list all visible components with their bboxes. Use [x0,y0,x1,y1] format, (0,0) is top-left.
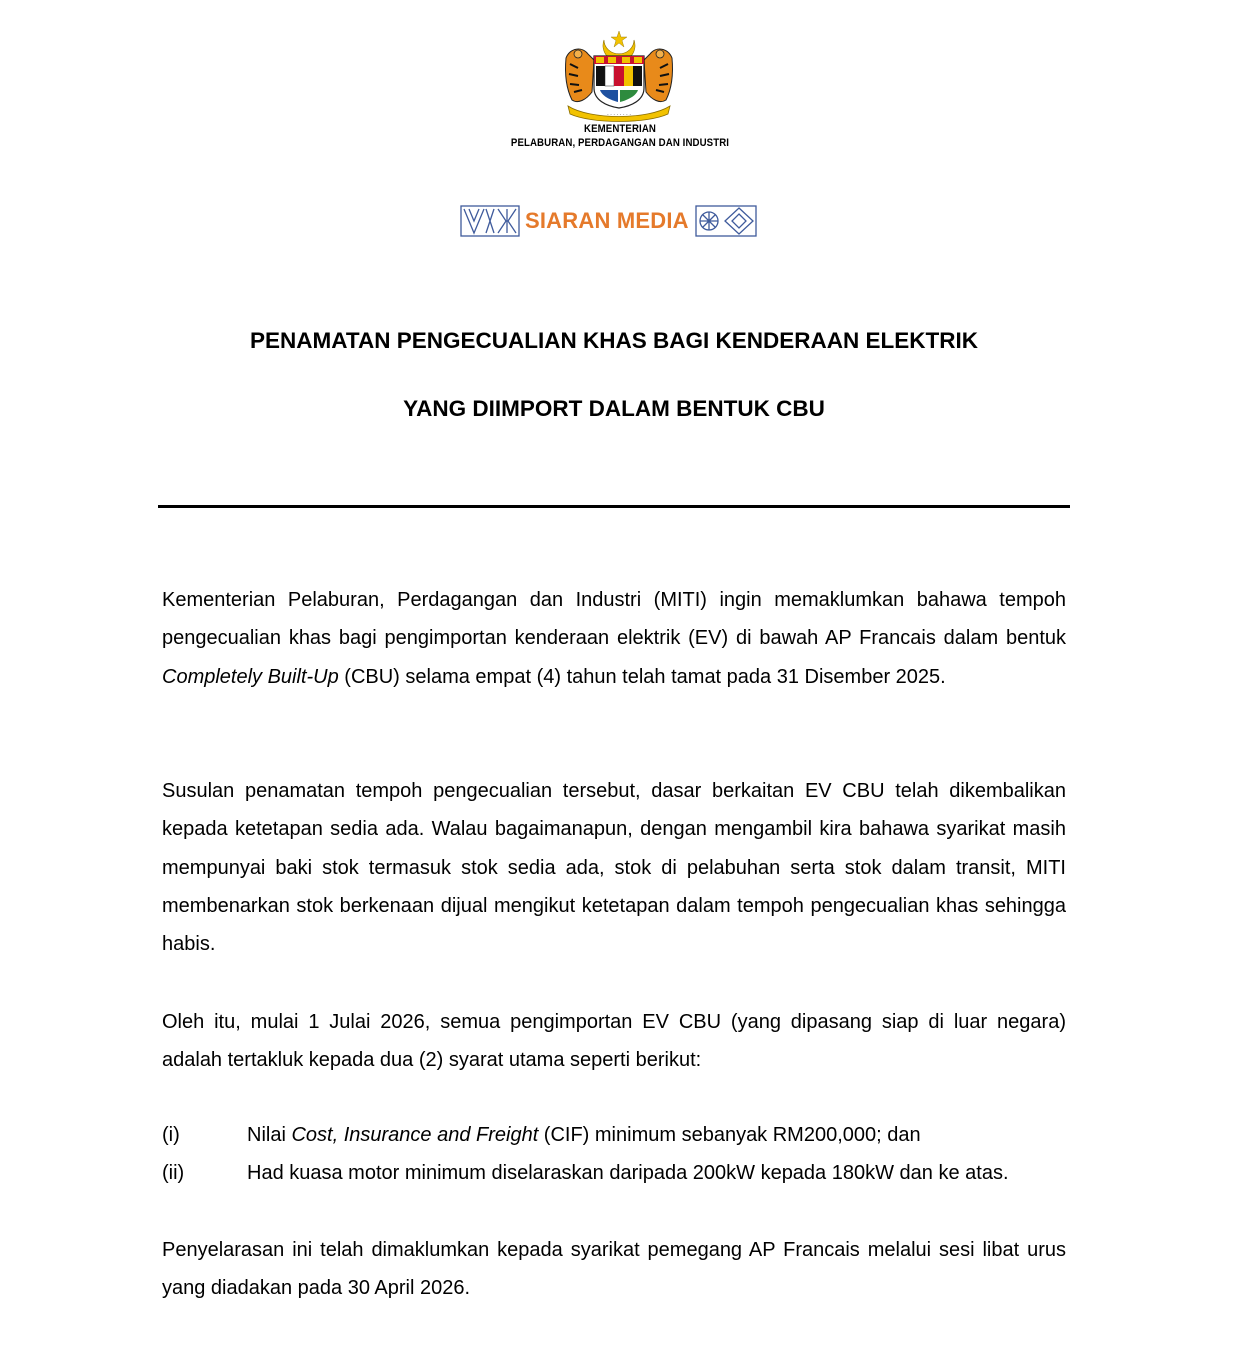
paragraph-4: Penyelarasan ini telah dimaklumkan kepada syarikat pemegang AP Francais melalui sesi libat urus yang diadakan pada 30 April 2026. [162,1239,1066,1300]
songket-ornament-right-icon [695,205,757,237]
list-item-number: (ii) [162,1162,185,1184]
media-release-banner [460,204,772,238]
svg-text:· · · · · · · ·: · · · · · · · · [607,112,631,118]
songket-ornament-left-icon [460,205,520,237]
ministry-line1: KEMENTERIAN [584,123,656,135]
paragraph-1-text-b: (CBU) selama empat (4) tahun telah tamat pada 31 Disember 2025. [338,665,946,688]
list-item-text [247,1116,1068,1154]
list-item-italic: Cost, Insurance and Freight [291,1124,539,1146]
paragraph-3: Oleh itu, mulai 1 Julai 2026, semua pengimportan EV CBU (yang dipasang siap di luar negara) adalah tertakluk kepada dua (2) syarat utama seperti berikut: [162,1011,1066,1072]
list-item-text-a: Nilai [247,1124,292,1146]
title-divider [158,505,1070,508]
document-title-line1: PENAMATAN PENGECUALIAN KHAS BAGI KENDERAAN ELEKTRIK [250,328,978,353]
list-item-number: (i) [162,1124,180,1146]
document-title-line2: YANG DIIMPORT DALAM BENTUK CBU [403,396,825,421]
ministry-name [426,122,813,150]
ministry-line2: PELABURAN, PERDAGANGAN DAN INDUSTRI [510,137,730,149]
media-release-label: SIARAN MEDIA [525,208,689,233]
list-item [162,1116,1068,1154]
list-item [162,1154,1068,1192]
list-item-text [247,1154,1068,1192]
coat-of-arms-emblem [560,30,678,122]
paragraph-1 [162,581,1066,696]
list-item-text-b: (CIF) minimum sebanyak RM200,000; dan [538,1124,921,1146]
paragraph-2: Susulan penamatan tempoh pengecualian tersebut, dasar berkaitan EV CBU telah dikembalikan kepada ketetapan sedia ada. Walau bagaimanapun, dengan mengambil kira bahawa syarikat masih mempunyai baki stok termasuk stok sedia ada, stok di pelabuhan serta stok dalam transit, MITI membenarkan stok berkenaan dijual mengikut ketetapan dalam tempoh pengecualian khas sehingga habis. [162,780,1066,956]
list-item-text-a: Had kuasa motor minimum diselaraskan daripada 200kW kepada 180kW dan ke atas. [247,1162,1009,1184]
paragraph-1-italic: Completely Built-Up [162,665,339,688]
paragraph-1-text-a: Kementerian Pelaburan, Perdagangan dan Industri (MITI) ingin memaklumkan bahawa tempoh pengecualian khas bagi pengimportan kenderaan elektrik (EV) di bawah AP Francais dalam bentuk [162,589,1066,650]
